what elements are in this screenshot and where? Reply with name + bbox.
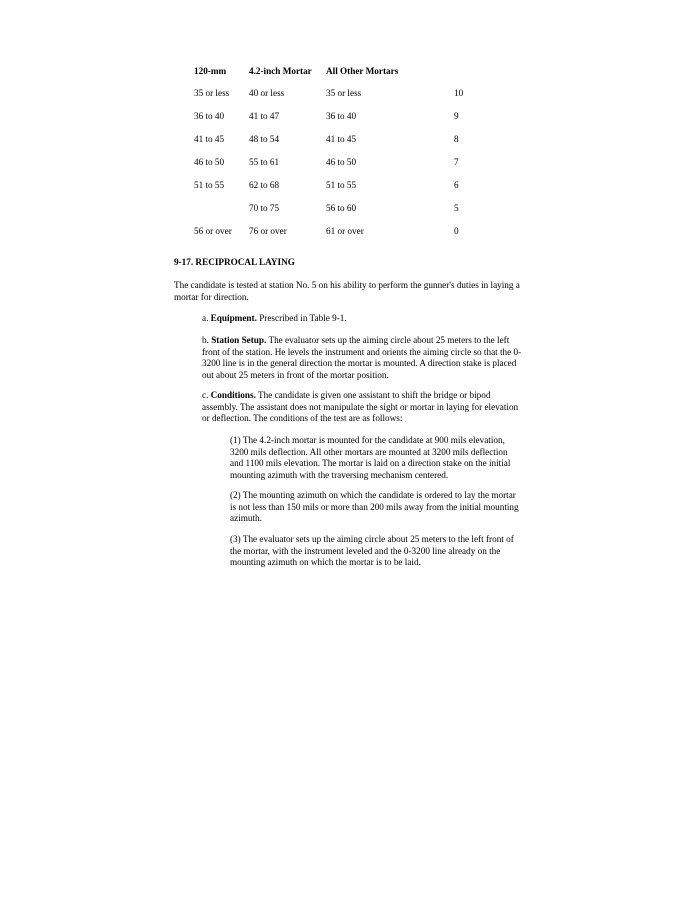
table-row [194, 111, 484, 134]
table-cell: 36 to 40 [326, 111, 357, 121]
table-cell: 62 to 68 [249, 180, 280, 190]
table-cell: 46 to 50 [194, 157, 225, 167]
item-text: The candidate is given one assistant to shift the bridge or bipod assembly. The assistant does not manipulate the sight or mortar in laying for elevation or deflection. The conditions of the test are as follows: [202, 390, 519, 424]
condition-3: (3) The evaluator sets up the aiming circle about 25 meters to the left front of the mortar, with the instrument leveled and the 0-3200 line already on the mounting azimuth on which the mortar is to be laid. [230, 534, 514, 568]
table-row [194, 226, 484, 249]
table-row [194, 157, 484, 180]
table-cell: 0 [454, 226, 459, 236]
item-title: Station Setup. [211, 335, 267, 345]
table-cell: 70 to 75 [249, 203, 280, 213]
table-cell: 7 [454, 157, 459, 167]
item-text: The evaluator sets up the aiming circle about 25 meters to the left front of the station. He levels the instrument and orients the aiming circle so that the 0-3200 line is in the general direction the mortar is mounted. A direction stake is placed out about 25 meters in front of the mortar position. [202, 335, 522, 380]
column-header: All Other Mortars [326, 66, 399, 76]
table-cell: 35 or less [326, 88, 362, 98]
table-cell: 48 to 54 [249, 134, 280, 144]
item-title: Conditions. [210, 390, 256, 400]
table-cell: 41 to 45 [194, 134, 225, 144]
paragraph-station-setup [202, 335, 522, 381]
table-cell: 61 or over [326, 226, 364, 236]
table-cell: 40 or less [249, 88, 285, 98]
table-cell: 56 or over [194, 226, 232, 236]
table-cell: 46 to 50 [326, 157, 357, 167]
column-header [454, 66, 484, 88]
table-cell: 36 to 40 [194, 111, 225, 121]
table-row [194, 180, 484, 203]
intro-paragraph: The candidate is tested at station No. 5 on his ability to perform the gunner's duties in laying a mortar for direction. [174, 280, 520, 302]
table-cell [194, 203, 249, 226]
section-heading: 9-17. RECIPROCAL LAYING [174, 257, 295, 267]
paragraph-conditions [202, 390, 522, 425]
item-title: Equipment. [210, 313, 257, 323]
table-cell: 55 to 61 [249, 157, 280, 167]
table-cell: 51 to 55 [194, 180, 225, 190]
condition-2: (2) The mounting azimuth on which the candidate is ordered to lay the mortar is not less than 150 mils or more than 200 mils away from the initial mounting azimuth. [230, 490, 519, 524]
table-cell: 56 to 60 [326, 203, 357, 213]
table-row [194, 203, 484, 226]
table-cell: 6 [454, 180, 459, 190]
table-cell: 5 [454, 203, 459, 213]
table-cell: 76 or over [249, 226, 287, 236]
column-header: 4.2-inch Mortar [249, 66, 312, 76]
table-cell: 10 [454, 88, 464, 98]
table-cell: 51 to 55 [326, 180, 357, 190]
table-cell: 8 [454, 134, 459, 144]
table-row [194, 134, 484, 157]
table-cell: 41 to 45 [326, 134, 357, 144]
table-cell: 35 or less [194, 88, 230, 98]
item-prefix: a. [202, 313, 211, 323]
table-header-row [194, 66, 484, 88]
score-table [194, 66, 484, 249]
table-row [194, 88, 484, 111]
table-cell: 9 [454, 111, 459, 121]
column-header: 120-mm [194, 66, 227, 76]
item-text: Prescribed in Table 9-1. [256, 313, 347, 323]
item-prefix: c. [202, 390, 211, 400]
condition-1: (1) The 4.2-inch mortar is mounted for the candidate at 900 mils elevation, 3200 mils deflection. All other mortars are mounted at 3200 mils deflection and 1100 mils elevation. The mortar is laid on a direction stake on the initial mounting azimuth with the traversing mechanism centered. [230, 435, 511, 480]
table-cell: 41 to 47 [249, 111, 280, 121]
item-prefix: b. [202, 335, 212, 345]
paragraph-equipment [202, 313, 522, 325]
